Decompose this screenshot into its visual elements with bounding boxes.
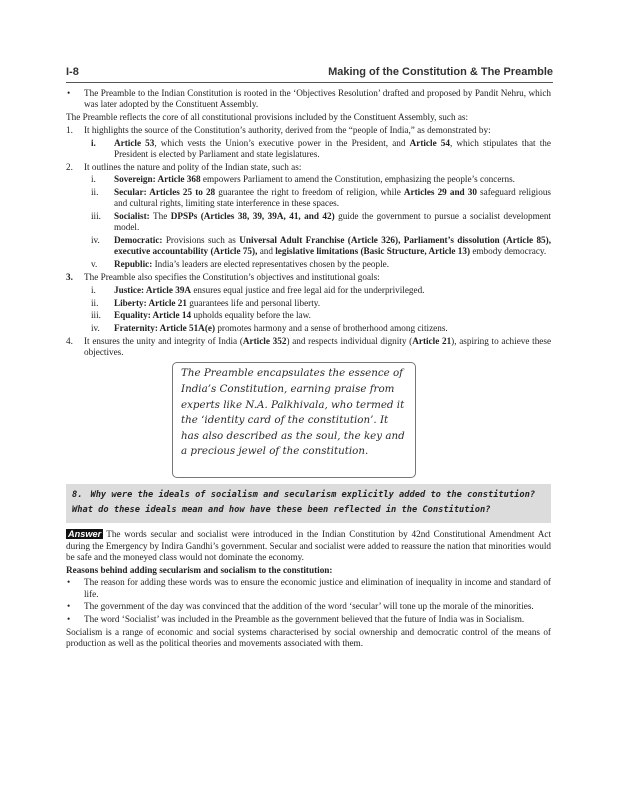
reasons-heading <box>66 565 551 576</box>
subpoint-number: iv. <box>91 323 100 334</box>
subpoint-number: ii. <box>91 297 99 308</box>
point-text: It outlines the nature and polity of the Indian state, such as: <box>84 161 302 172</box>
question-text: Why were the ideals of socialism and secularism explicitly added to the constitution? What do these ideals mean and how have these been reflected in the Constitution? <box>72 490 536 516</box>
point-text: It ensures the unity and integrity of India (Article 352) and respects individual dignity (Article 21), aspiring to achieve these objectives. <box>84 335 552 358</box>
intro-bullet-text: The Preamble to the Indian Constitution is rooted in the ‘Objectives Resolution’ drafted and proposed by Pandit Nehru, which was later adopted by the Constituent Assembly. <box>84 88 551 110</box>
point-text: The Preamble also specifies the Constitution’s objectives and institutional goals: <box>84 271 380 282</box>
reason-item <box>66 614 551 625</box>
intro-line-text: The Preamble reflects the core of all constitutional provisions included by the Constituent Assembly, such as: <box>66 112 469 122</box>
question-number: 8. <box>72 490 83 501</box>
point-number: 4. <box>66 335 73 346</box>
page-content <box>66 88 551 651</box>
point-3 <box>66 272 551 283</box>
subpoint-text: Socialist: The DPSPs (Articles 38, 39, 39A, 41, and 42) guide the government to pursue a socialist development model. <box>114 211 551 233</box>
subpoint-number: ii. <box>91 187 99 198</box>
subpoint-number: v. <box>91 259 98 270</box>
reason-text: The word ‘Socialist’ was included in the Preamble as the government believed that the future of India was in Socialism. <box>84 614 525 625</box>
point-3-i <box>66 285 551 296</box>
point-number: 1. <box>66 124 73 135</box>
subpoint-text: Article 53, which vests the Union’s executive power in the President, and Article 54, which stipulates that the President is elected by Parliament and state legislatures. <box>114 137 551 159</box>
reason-item <box>66 577 551 599</box>
point-1 <box>66 125 551 136</box>
reason-item <box>66 601 551 612</box>
point-2-v <box>66 259 551 270</box>
closing-text: Socialism is a range of economic and social systems characterised by social ownership and democratic control of the means of production as well as the political theories and movements associated with them. <box>66 626 551 649</box>
point-2-i <box>66 174 551 185</box>
subpoint-number: iv. <box>91 235 100 246</box>
intro-line <box>66 112 551 123</box>
point-2-ii <box>66 187 551 209</box>
subpoint-text: Liberty: Article 21 guarantees life and personal liberty. <box>114 297 321 308</box>
answer-block <box>66 529 551 563</box>
bullet-icon: • <box>67 614 71 625</box>
point-1-i <box>66 138 551 160</box>
point-number: 3. <box>66 271 73 282</box>
subpoint-text: Equality: Article 14 upholds equality before the law. <box>114 310 311 321</box>
bullet-icon: • <box>67 601 71 612</box>
closing-paragraph <box>66 627 551 649</box>
reason-text: The government of the day was convinced that the addition of the word ‘secular’ will tone up the morale of the minorities. <box>84 601 534 612</box>
handwritten-note: The Preamble encapsulates the essence of India’s Constitution, earning praise from experts like N.A. Palkhivala, who termed it the ‘identity card of the constitution’. It has also described as the soul, the key and a precious jewel of the constitution. <box>172 362 416 478</box>
point-2-iii <box>66 211 551 233</box>
point-3-iv <box>66 323 551 334</box>
point-number: 2. <box>66 161 73 172</box>
answer-label: Answer <box>68 529 102 540</box>
chapter-title: Making of the Constitution & The Preamble <box>328 66 553 78</box>
subpoint-text: Sovereign: Article 368 empowers Parliament to amend the Constitution, emphasizing the people’s concerns. <box>114 174 515 185</box>
point-3-iii <box>66 310 551 321</box>
point-3-ii <box>66 298 551 309</box>
subpoint-text: Fraternity: Article 51A(e) promotes harmony and a sense of brotherhood among citizens. <box>114 323 448 334</box>
point-4 <box>66 336 551 358</box>
subpoint-number: i. <box>91 174 96 185</box>
subpoint-text: Republic: India’s leaders are elected representatives chosen by the people. <box>114 259 390 270</box>
answer-text: Answer The words secular and socialist were introduced in the Indian Constitution by 42nd Constitutional Amendment Act during the Emergency by Indira Gandhi’s government. Secular and socialist were added to reassure the nation that minorities would be safe and the moneyed class would not dominate the economy. <box>66 529 551 562</box>
point-2-iv <box>66 235 551 257</box>
subpoint-number: iii. <box>91 310 101 321</box>
subpoint-text: Democratic: Provisions such as Universal Adult Franchise (Article 326), Parliament’s dissolution (Article 85), executive accountability (Article 75), and legislative limitations (Basic Structure, Article 13) embody democracy. <box>114 235 551 257</box>
page-header <box>66 64 553 83</box>
intro-bullet <box>66 88 551 110</box>
page-number: I-8 <box>66 66 79 78</box>
reasons-heading-text: Reasons behind adding secularism and socialism to the constitution: <box>66 564 333 575</box>
point-2 <box>66 162 551 173</box>
bullet-icon: • <box>67 577 71 588</box>
subpoint-number: i. <box>91 284 96 295</box>
subpoint-number: i. <box>91 137 96 148</box>
point-text: It highlights the source of the Constitution’s authority, derived from the “people of India,” as demonstrated by: <box>84 124 491 135</box>
question-box <box>66 484 551 523</box>
subpoint-text: Secular: Articles 25 to 28 guarantee the right to freedom of religion, while Articles 29 and 30 safeguard religious and cultural rights, limiting state interference in these spaces. <box>114 187 551 209</box>
subpoint-text: Justice: Article 39A ensures equal justice and free legal aid for the underprivileged. <box>114 284 425 295</box>
subpoint-number: iii. <box>91 211 101 222</box>
reason-text: The reason for adding these words was to ensure the economic justice and elimination of inequality in income and standard of life. <box>84 577 551 599</box>
bullet-icon: • <box>67 88 71 98</box>
